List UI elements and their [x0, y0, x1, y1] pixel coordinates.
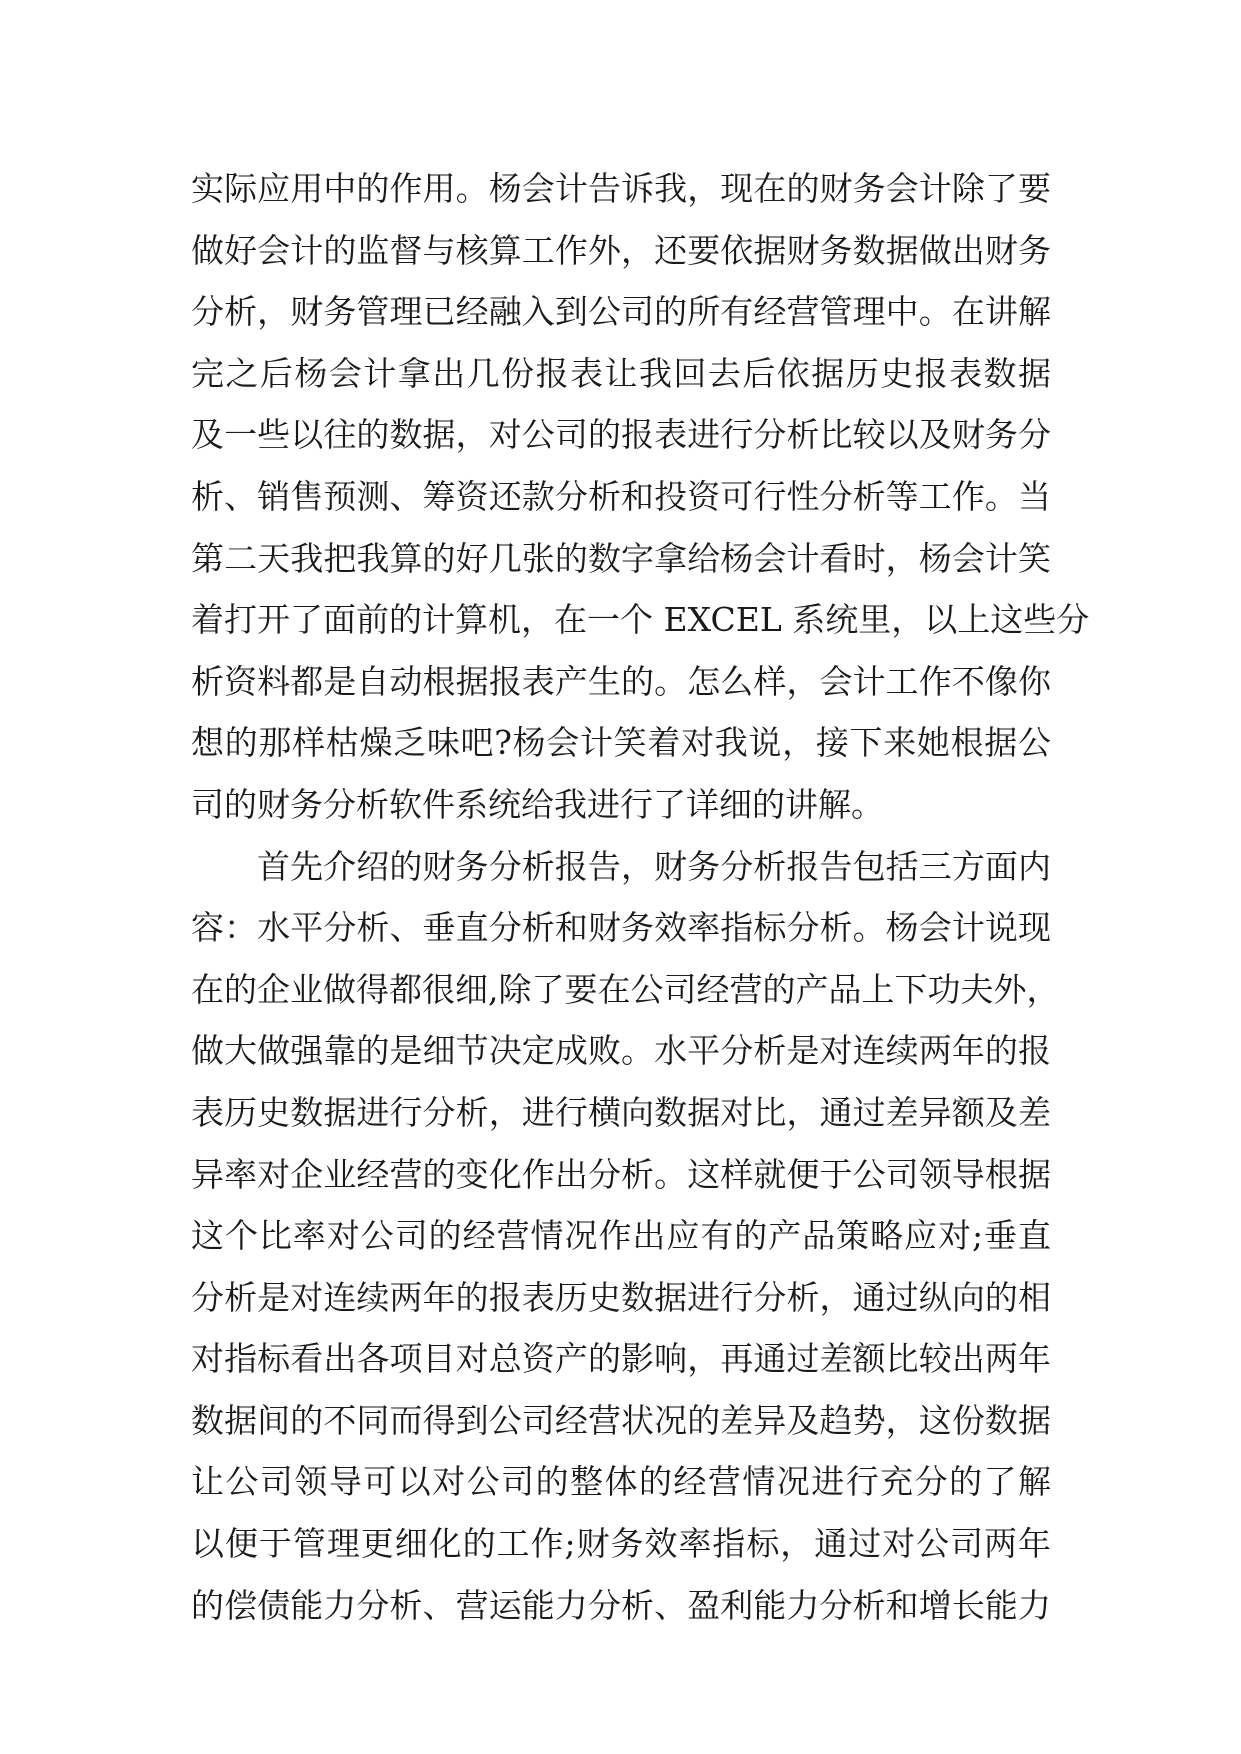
text-line: 做大做强靠的是细节决定成败。水平分析是对连续两年的报: [191, 1031, 1051, 1071]
text-line: 析、销售预测、筹资还款分析和投资可行性分析等工作。当: [191, 476, 1051, 516]
text-line: 司的财务分析软件系统给我进行了详细的讲解。: [191, 784, 884, 824]
text-line: 的偿债能力分析、营运能力分析、盈利能力分析和增长能力: [191, 1585, 1051, 1625]
text-line: 容：水平分析、垂直分析和财务效率指标分析。杨会计说现: [191, 908, 1051, 948]
text-line: 及一些以往的数据，对公司的报表进行分析比较以及财务分: [191, 415, 1051, 455]
text-line: 分析，财务管理已经融入到公司的所有经营管理中。在讲解: [191, 292, 1051, 332]
text-line: 对指标看出各项目对总资产的影响，再通过差额比较出两年: [191, 1339, 1051, 1379]
text-line: 完之后杨会计拿出几份报表让我回去后依据历史报表数据: [191, 353, 1051, 393]
text-line: 着打开了面前的计算机，在一个 EXCEL 系统里，以上这些分: [191, 600, 1090, 640]
text-line: 实际应用中的作用。杨会计告诉我，现在的财务会计除了要: [191, 169, 1051, 208]
text-line: 在的企业做得都很细,除了要在公司经营的产品上下功夫外，: [191, 969, 1060, 1009]
text-line: 这个比率对公司的经营情况作出应有的产品策略应对;垂直: [191, 1216, 1051, 1256]
text-line: 第二天我把我算的好几张的数字拿给杨会计看时，杨会计笑: [191, 538, 1051, 578]
text-line: 分析是对连续两年的报表历史数据进行分析，通过纵向的相: [191, 1277, 1051, 1317]
text-line: 让公司领导可以对公司的整体的经营情况进行充分的了解: [191, 1462, 1051, 1502]
text-line: 析资料都是自动根据报表产生的。怎么样，会计工作不像你: [191, 661, 1051, 701]
text-line: 首先介绍的财务分析报告，财务分析报告包括三方面内: [257, 846, 1051, 886]
text-line: 异率对企业经营的变化作出分析。这样就便于公司领导根据: [191, 1154, 1051, 1194]
text-line: 想的那样枯燥乏味吧?杨会计笑着对我说，接下来她根据公: [191, 723, 1051, 763]
text-line: 以便于管理更细化的工作;财务效率指标，通过对公司两年: [191, 1524, 1051, 1564]
text-line: 表历史数据进行分析，进行横向数据对比，通过差异额及差: [191, 1092, 1051, 1132]
body-text: [191, 158, 1090, 1636]
text-line: 做好会计的监督与核算工作外，还要依据财务数据做出财务: [191, 230, 1051, 270]
text-line: 数据间的不同而得到公司经营状况的差异及趋势，这份数据: [191, 1400, 1051, 1440]
